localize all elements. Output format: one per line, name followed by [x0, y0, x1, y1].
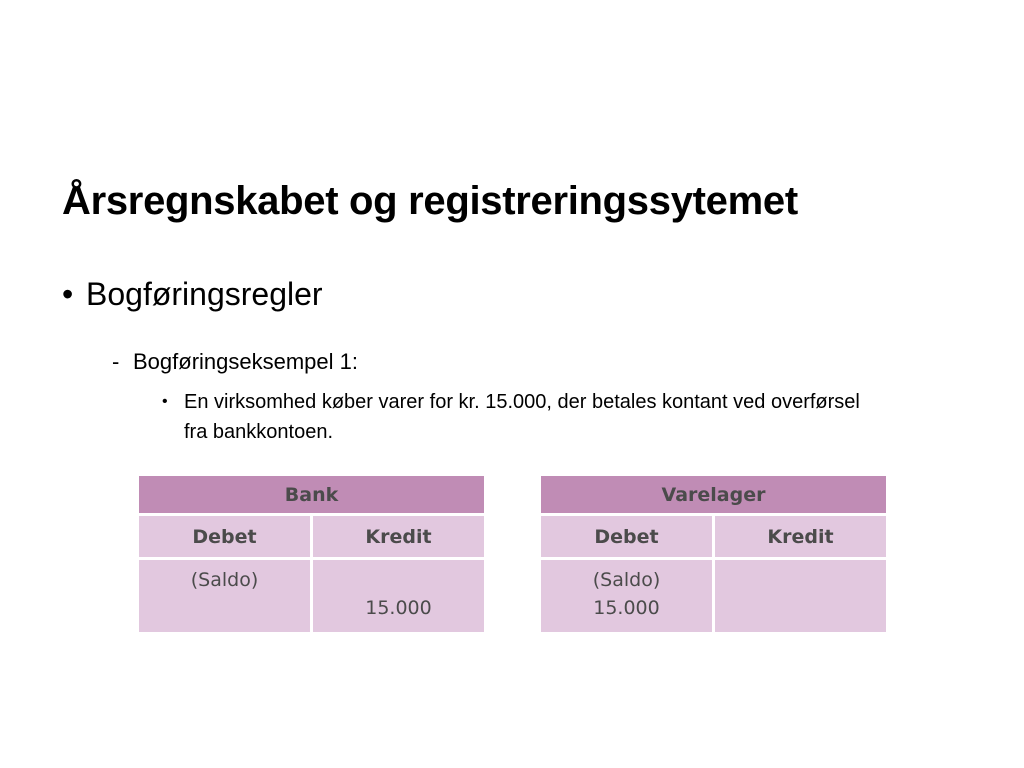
debit-header: Debet — [138, 515, 312, 559]
dash-marker: - — [112, 349, 120, 374]
account-name: Bank — [138, 475, 486, 515]
example-description — [162, 387, 882, 447]
example-description-text: En virksomhed køber varer for kr. 15.000, der betales kontant ved overførsel fra bankkontoen. — [184, 391, 860, 443]
debit-entry: (Saldo) — [592, 569, 661, 591]
debit-header: Debet — [540, 515, 714, 559]
bullet-bogforingsregler — [62, 274, 323, 314]
t-account-varelager — [538, 473, 889, 635]
debit-cell — [540, 559, 714, 634]
debit-entry: 15.000 — [593, 597, 660, 619]
account-name: Varelager — [540, 475, 888, 515]
debit-entry: (Saldo) — [190, 569, 259, 591]
credit-cell — [714, 559, 888, 634]
bullet-marker: • — [162, 393, 168, 410]
credit-cell — [312, 559, 486, 634]
sub-bullet-text: Bogføringseksempel 1: — [133, 349, 358, 374]
credit-header: Kredit — [714, 515, 888, 559]
credit-entry: 15.000 — [365, 597, 432, 619]
bullet-text: Bogføringsregler — [86, 276, 323, 312]
bullet-marker: • — [62, 276, 74, 312]
sub-bullet-example — [112, 347, 358, 377]
debit-cell — [138, 559, 312, 634]
credit-header: Kredit — [312, 515, 486, 559]
slide-title: Årsregnskabet og registreringssytemet — [62, 179, 798, 223]
t-account-bank — [136, 473, 487, 635]
